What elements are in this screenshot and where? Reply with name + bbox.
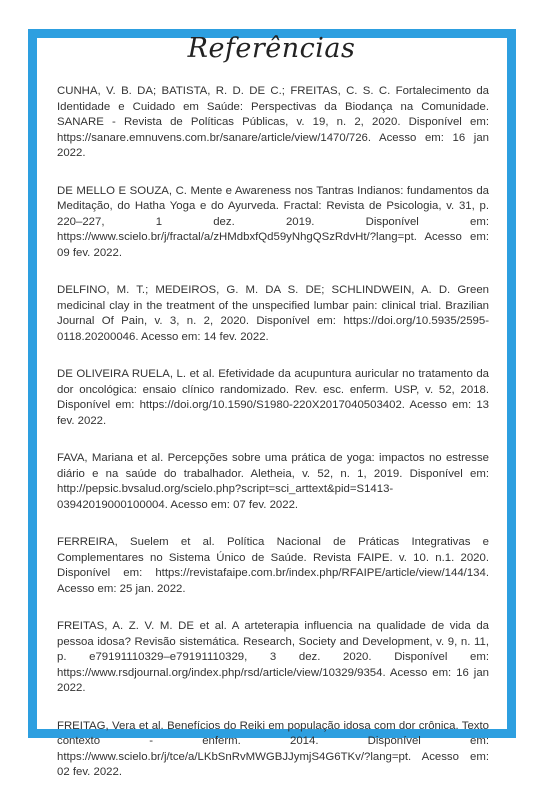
reference-item: DELFINO, M. T.; MEDEIROS, G. M. DA S. DE; SCHLINDWEIN, A. D. Green medicinal clay in the treatment of the unspecified lumbar pain: clinical trial. Brazilian Journal Of Pain, v. 3, n. 2, 2020. Disponível em: https://doi.org/10.5935/2595-0118.20200046. Acesso em: 14 fev. 2022. bbox=[57, 284, 489, 343]
reference-item: FREITAG, Vera et al. Benefícios do Reiki em população idosa com dor crônica. Texto contexto - enferm. 2014. Disponível em: https://www.scielo.br/j/tce/a/LKbSnRvMWGBJJymjS4G6TKv/?lang=pt. Acesso em: 02 fev. 2022. bbox=[57, 719, 489, 778]
reference-item: CUNHA, V. B. DA; BATISTA, R. D. DE C.; FREITAS, C. S. C. Fortalecimento da Identidade e Cuidado em Saúde: Perspectivas da Biodança na Comunidade. SANARE - Revista de Políticas Públicas, v. 19, n. 2, 2020. Disponível em: https://sanare.emnuvens.com.br/sanare/article/view/1470/726. Acesso em: 16 jan 2022. bbox=[57, 85, 489, 159]
reference-item: FAVA, Mariana et al. Percepções sobre uma prática de yoga: impactos no estresse diário e na saúde do trabalhador. Aletheia, v. 52, n. 1, 2019. Disponível em: http://pepsic.bvsalud.org/scielo.php?script=sci_arttext&pid=S1413-03942019000100004. Acesso em: 07 fev. 2022. bbox=[57, 452, 489, 511]
reference-item: FREITAS, A. Z. V. M. DE et al. A arteterapia influencia na qualidade de vida da pessoa idosa? Revisão sistemática. Research, Society and Development, v. 9, n. 11, p. e79191110329–e79191110329, 3 dez. 2020. Disponível em: https://www.rsdjournal.org/index.php/rsd/article/view/10329/9354. Acesso em: 16 jan 2022. bbox=[57, 620, 489, 694]
reference-item: DE OLIVEIRA RUELA, L. et al. Efetividade da acupuntura auricular no tratamento da dor oncológica: ensaio clínico randomizado. Rev. esc. enferm. USP, v. 52, 2018. Disponível em: https://doi.org/10.1590/S1980-220X2017040503402. Acesso em: 13 fev. 2022. bbox=[57, 368, 489, 427]
reference-item: FERREIRA, Suelem et al. Política Nacional de Práticas Integrativas e Complementares no Sistema Único de Saúde. Revista FAIPE. v. 10. n.1. 2020. Disponível em: https://revistafaipe.com.br/index.php/RFAIPE/article/view/144/134. Acesso em: 25 jan. 2022. bbox=[57, 536, 489, 595]
reference-item: DE MELLO E SOUZA, C. Mente e Awareness nos Tantras Indianos: fundamentos da Meditação, do Hatha Yoga e do Ayurveda. Fractal: Revista de Psicologia, v. 31, p. 220–227, 1 dez. 2019. Disponível em: https://www.scielo.br/j/fractal/a/zHMdbxfQd59yNhgQSzRdvHt/?lang=pt. Acesso em: 09 fev. 2022. bbox=[57, 184, 489, 259]
page-title: Referências bbox=[187, 33, 356, 64]
reference-list bbox=[57, 84, 489, 803]
